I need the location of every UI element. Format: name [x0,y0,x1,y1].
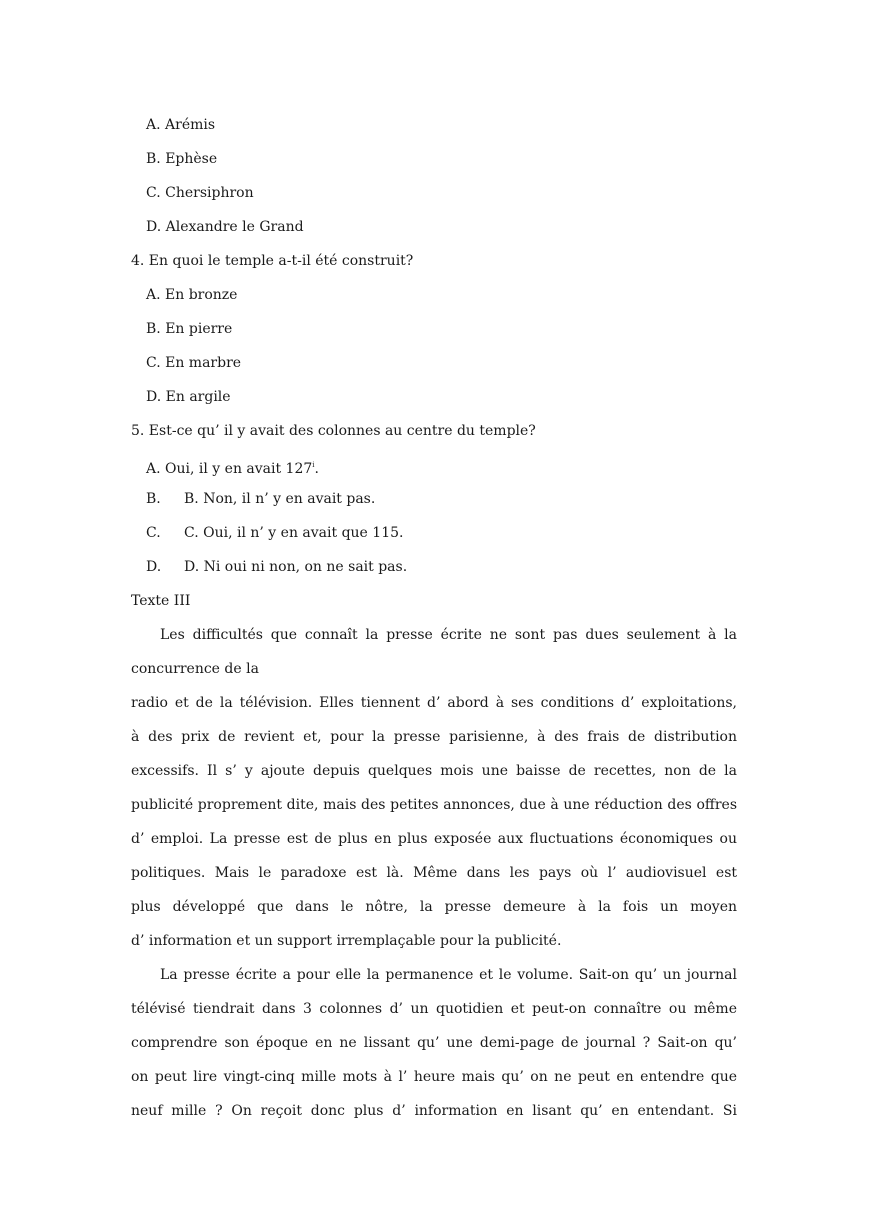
text-line: publicité proprement dite, mais des petites annonces, due à une réduction des offres [131,797,737,813]
q5-option-a [131,448,737,482]
q5-option-c [131,516,737,550]
q5-option-d [131,550,737,584]
document-page [131,108,737,1128]
text-line: excessifs. Il s’ y ajoute depuis quelques mois une baisse de recettes, non de la [131,763,737,779]
option-letter: A. [146,461,161,477]
q4-option-a [131,278,737,312]
q3-option-c [131,176,737,210]
text-line: concurrence de la [131,661,259,677]
q3-option-a [131,108,737,142]
option-letter: D. [146,389,162,405]
option-text: C. Oui, il n’ y en avait que 115. [184,525,404,541]
option-letter: B. [146,151,161,167]
option-text: Oui, il y en avait 127 [165,461,313,477]
option-text: En pierre [165,321,233,337]
option-letter: A. [146,117,161,133]
option-text: En argile [165,389,231,405]
q5-question: 5. Est-ce qu’ il y avait des colonnes au centre du temple? [131,423,536,439]
footnote-mark: i [312,461,315,469]
option-letter: B. [146,491,161,507]
text-line: télévisé tiendrait dans 3 colonnes d’ un quotidien et peut-on connaître ou même [131,1001,737,1017]
text-line: d’ information et un support irremplaçable pour la publicité. [131,933,562,949]
text-line: d’ emploi. La presse est de plus en plus exposée aux fluctuations économiques ou [131,831,737,847]
option-letter: C. [146,185,161,201]
text-line: plus développé que dans le nôtre, la presse demeure à la fois un moyen [131,899,737,915]
option-text: En marbre [165,355,242,371]
option-text: Ephèse [165,151,218,167]
text-line: on peut lire vingt-cinq mille mots à l’ heure mais qu’ on ne peut en entendre que [131,1069,737,1085]
text-line: Les difficultés que connaît la presse écrite ne sont pas dues seulement à la [160,627,737,643]
option-text: En bronze [165,287,238,303]
option-letter: D. [146,559,162,575]
paragraph-2 [131,958,737,1128]
option-text: D. Ni oui ni non, on ne sait pas. [184,559,408,575]
q3-option-d [131,210,737,244]
text-line: comprendre son époque en ne lissant qu’ une demi-page de journal ? Sait-on qu’ [131,1035,737,1051]
option-letter: C. [146,355,161,371]
q5-option-b [131,482,737,516]
option-letter: B. [146,321,161,337]
text-line: politiques. Mais le paradoxe est là. Même dans les pays où l’ audiovisuel est [131,865,737,881]
option-text: Alexandre le Grand [165,219,304,235]
option-text: Arémis [165,117,216,133]
q3-option-b [131,142,737,176]
option-letter: C. [146,525,161,541]
q4-option-c [131,346,737,380]
option-letter: D. [146,219,162,235]
text-line: à des prix de revient et, pour la presse parisienne, à des frais de distribution [131,729,737,745]
option-text: B. Non, il n’ y en avait pas. [184,491,376,507]
text-line: La presse écrite a pour elle la permanence et le volume. Sait-on qu’ un journal [160,967,737,983]
q4-option-d [131,380,737,414]
option-text-end: . [314,461,319,477]
q4-question: 4. En quoi le temple a-t-il été construit? [131,253,414,269]
paragraph-1 [131,618,737,958]
section-heading: Texte III [131,593,191,609]
option-letter: A. [146,287,161,303]
q4-option-b [131,312,737,346]
option-text: Chersiphron [165,185,254,201]
text-line: neuf mille ? On reçoit donc plus d’ information en lisant qu’ en entendant. Si [131,1103,737,1119]
text-line: radio et de la télévision. Elles tiennent d’ abord à ses conditions d’ exploitations, [131,695,737,711]
